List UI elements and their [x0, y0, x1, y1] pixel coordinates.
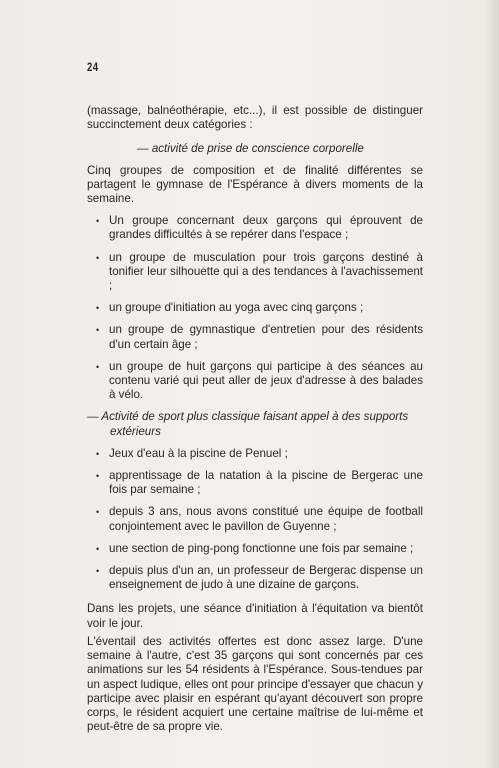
- list-item: • apprentissage de la natation à la piscine de Bergerac une fois par semaine ;: [96, 469, 423, 497]
- bullet-icon: •: [96, 361, 100, 372]
- list-item: • un groupe de gymnastique d'entretien pour des résidents d'un certain âge ;: [96, 323, 423, 351]
- bullet-icon: •: [96, 252, 100, 263]
- section2-list: [87, 447, 423, 593]
- section1-heading: — activité de prise de conscience corporelle: [137, 142, 364, 156]
- intro-paragraph: (massage, balnéothérapie, etc...), il est possible de distinguer succinctement deux catégories :: [87, 104, 423, 132]
- bullet-icon: •: [96, 448, 100, 459]
- bullet-icon: •: [96, 325, 100, 336]
- page-number: 24: [87, 60, 99, 74]
- list-item: • un groupe d'initiation au yoga avec cinq garçons ;: [96, 301, 364, 315]
- bullet-icon: •: [96, 543, 100, 554]
- closing-paragraph-2: L'éventail des activités offertes est donc assez large. D'une semaine à l'autre, c'est 35 garçons qui sont concernés par ces animations sur les 54 résidents à l'Espérance. Sous-tendues par un aspect ludique, elles ont pour principe d'essayer que chacun y participe avec plaisir en espérant qu'ayant découvert son propre corps, le résident acquiert une certaine maîtrise de lui-même et peut-être de sa propre vie.: [87, 634, 423, 734]
- list-item: • depuis 3 ans, nous avons constitué une équipe de football conjointement avec le pavillon de Guyenne ;: [96, 505, 423, 533]
- list-item: • un groupe de huit garçons qui participe à des séances au contenu varié qui peut aller de jeux d'adresse à des balades à vélo.: [96, 359, 423, 402]
- list-item: • Jeux d'eau à la piscine de Penuel ;: [96, 446, 288, 460]
- section1-paragraph: Cinq groupes de composition et de finalité différentes se partagent le gymnase de l'Espérance à divers moments de la semaine.: [87, 163, 423, 206]
- list-item: • un groupe de musculation pour trois garçons destiné à tonifier leur silhouette qui a des tendances à l'avachissement ;: [96, 250, 423, 293]
- bullet-icon: •: [96, 216, 100, 227]
- page-spine-shadow: [485, 0, 499, 768]
- list-item: • Un groupe concernant deux garçons qui éprouvent de grandes difficultés à se repérer dans l'espace ;: [96, 214, 423, 242]
- section2-heading: — Activité de sport plus classique faisant appel à des supports extérieurs: [87, 410, 409, 438]
- bullet-icon: •: [96, 507, 100, 518]
- bullet-icon: •: [96, 303, 100, 314]
- page-body: [87, 104, 423, 734]
- section1-list: [87, 214, 423, 402]
- bullet-icon: •: [96, 471, 100, 482]
- list-item: • une section de ping-pong fonctionne une fois par semaine ;: [96, 541, 414, 555]
- closing-paragraph-1: Dans les projets, une séance d'initiation à l'équitation va bientôt voir le jour.: [87, 602, 423, 630]
- bullet-icon: •: [96, 566, 100, 577]
- list-item: • depuis plus d'un an, un professeur de Bergerac dispense un enseignement de judo à une dizaine de garçons.: [96, 564, 423, 592]
